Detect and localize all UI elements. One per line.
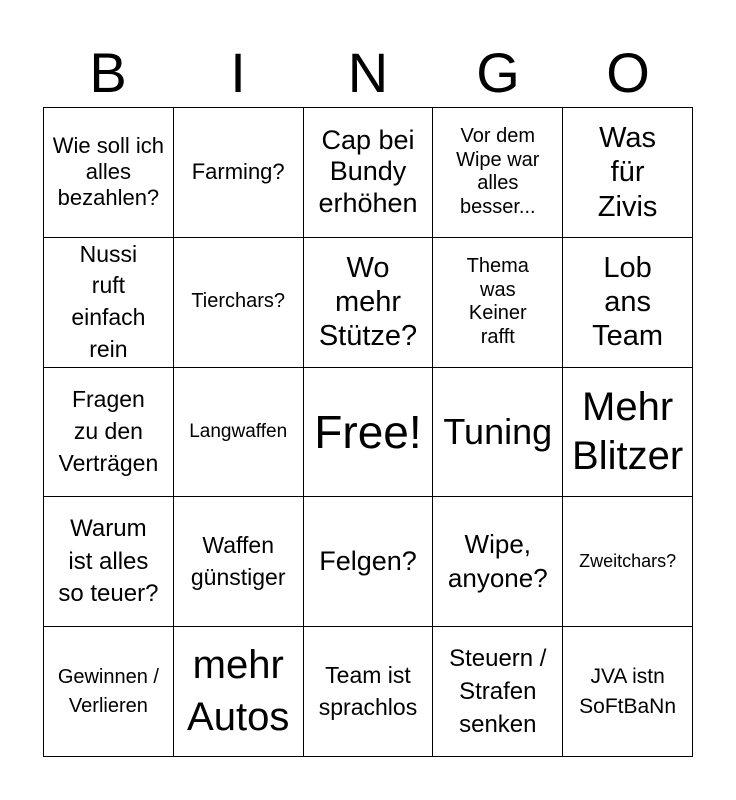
bingo-cell[interactable]: [44, 238, 174, 368]
bingo-cell-text: Farming?: [191, 159, 285, 185]
bingo-cell-text: Team ist sprachlos: [318, 661, 418, 720]
bingo-cell-text: Nussi ruft einfach rein: [71, 240, 146, 362]
bingo-cell-text: JVA istn SoFtBaNn: [579, 665, 677, 718]
bingo-cell[interactable]: [563, 497, 693, 627]
bingo-cell-text: Fragen zu den Verträgen: [58, 386, 159, 476]
bingo-cell[interactable]: [44, 497, 174, 627]
bingo-cell-text: Wie soll ich alles bezahlen?: [52, 133, 165, 211]
bingo-cell[interactable]: [563, 368, 693, 498]
bingo-cell[interactable]: [174, 238, 304, 368]
bingo-cell[interactable]: [304, 238, 434, 368]
bingo-cell[interactable]: [433, 368, 563, 498]
header-letter-b: B: [89, 41, 127, 104]
header-letter-g: G: [476, 41, 520, 104]
header-letter-o: O: [606, 41, 650, 104]
free-space-text: Free!: [314, 405, 422, 458]
header-letter-i: I: [230, 41, 246, 104]
bingo-cell-text: Tierchars?: [191, 290, 286, 313]
bingo-cell[interactable]: [304, 627, 434, 757]
bingo-cell[interactable]: [174, 108, 304, 238]
bingo-cell[interactable]: [304, 497, 434, 627]
bingo-cell-text: Wipe, anyone?: [447, 528, 548, 593]
bingo-cell[interactable]: [174, 368, 304, 498]
bingo-cell[interactable]: [563, 238, 693, 368]
bingo-cell-text: Was für Zivis: [597, 122, 658, 223]
bingo-header: [43, 40, 693, 106]
bingo-cell-text: Vor dem Wipe war alles besser...: [456, 125, 540, 218]
bingo-cell[interactable]: [433, 497, 563, 627]
bingo-cell[interactable]: [433, 627, 563, 757]
bingo-cell[interactable]: [304, 108, 434, 238]
bingo-cell-text: Lob ans Team: [592, 251, 664, 353]
bingo-cell-text: Tuning: [443, 410, 553, 452]
bingo-cell[interactable]: [433, 108, 563, 238]
bingo-cell-text: Langwaffen: [189, 420, 288, 442]
bingo-cell-text: Gewinnen / Verlieren: [57, 665, 159, 717]
bingo-cell-text: Thema was Keiner rafft: [466, 255, 529, 348]
bingo-cell[interactable]: [563, 108, 693, 238]
bingo-cell-text: Cap bei Bundy erhöhen: [318, 124, 418, 219]
header-letter-n: N: [347, 41, 389, 104]
bingo-cell-text: Zweitchars?: [579, 551, 677, 572]
bingo-cell[interactable]: [44, 627, 174, 757]
bingo-cell-text: Warum ist alles so teuer?: [58, 515, 159, 607]
bingo-cell-text: Steuern / Strafen senken: [449, 644, 547, 739]
bingo-board: [43, 107, 693, 757]
bingo-cell-text: mehr Autos: [187, 643, 290, 739]
bingo-cell[interactable]: [563, 627, 693, 757]
bingo-cell[interactable]: [174, 627, 304, 757]
bingo-cell[interactable]: [433, 238, 563, 368]
free-space[interactable]: [304, 368, 434, 498]
bingo-cell-text: Felgen?: [319, 545, 417, 576]
bingo-cell[interactable]: [44, 368, 174, 498]
bingo-cell-text: Mehr Blitzer: [572, 385, 684, 478]
bingo-cell[interactable]: [174, 497, 304, 627]
bingo-cell-text: Wo mehr Stütze?: [318, 251, 418, 353]
bingo-cell[interactable]: [44, 108, 174, 238]
bingo-cell-text: Waffen günstiger: [190, 532, 286, 590]
